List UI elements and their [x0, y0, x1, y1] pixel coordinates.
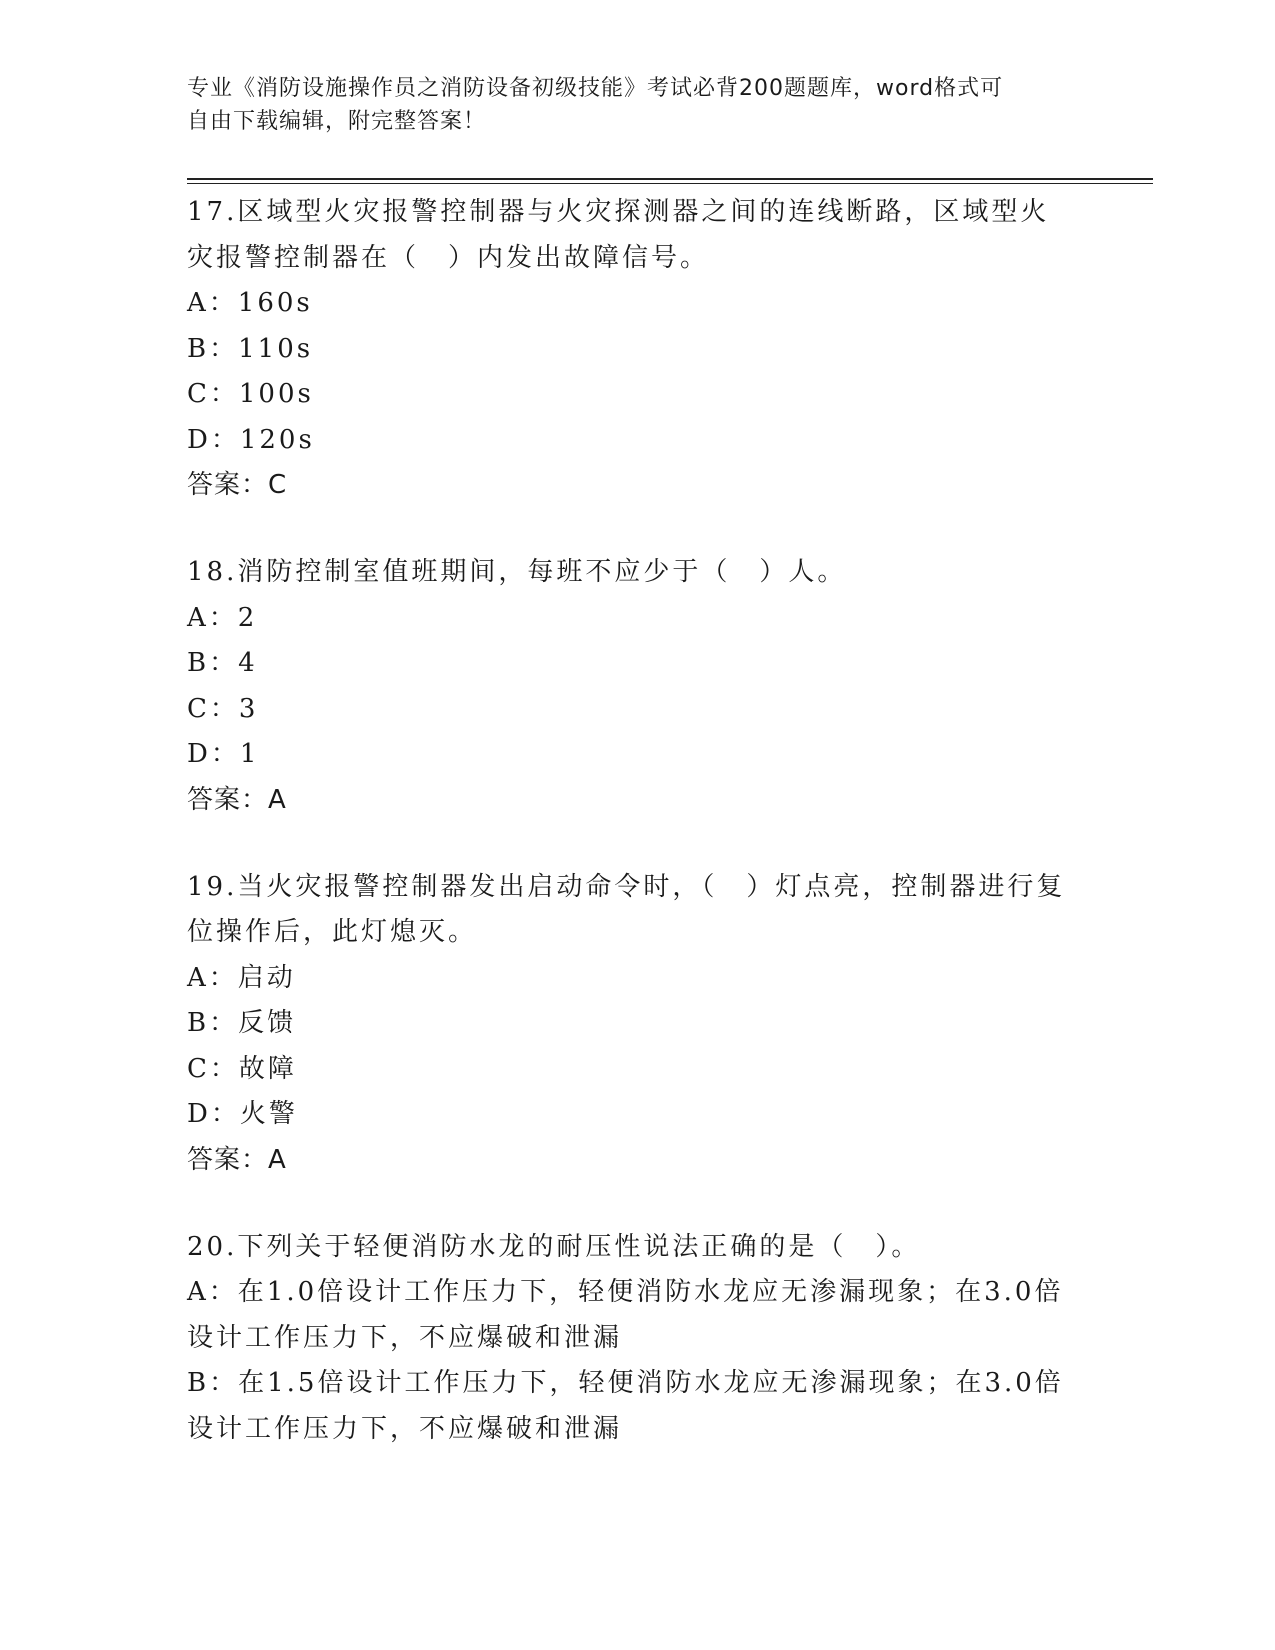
option-b: B：反馈	[187, 1008, 297, 1038]
question-17	[187, 190, 1067, 508]
answer: 答案：A	[187, 1144, 287, 1175]
option-c: C：3	[187, 693, 259, 724]
option-a: A：160s	[187, 288, 313, 318]
header-divider-thick	[187, 178, 1153, 180]
question-19	[187, 865, 1067, 1183]
option-c: C：100s	[187, 379, 314, 409]
option-b: B：在1.5倍设计工作压力下，轻便消防水龙应无渗漏现象；在3.0倍设计工作压力下，不应爆破和泄漏	[187, 1368, 1064, 1444]
header-divider-thin	[187, 183, 1153, 184]
option-d: D：120s	[187, 424, 315, 455]
question-stem: 17.区域型火灾报警控制器与火灾探测器之间的连线断路，区域型火灾报警控制器在（ ）内发出故障信号。	[187, 197, 1050, 273]
option-c: C：故障	[187, 1053, 297, 1084]
question-stem: 20.下列关于轻便消防水龙的耐压性说法正确的是（ ）。	[187, 1231, 921, 1262]
option-a: A：2	[187, 602, 258, 633]
answer: 答案：A	[187, 784, 287, 815]
question-list	[187, 190, 1067, 1494]
question-stem: 18.消防控制室值班期间，每班不应少于（ ）人。	[187, 557, 847, 587]
option-a: A：启动	[187, 962, 296, 993]
option-b: B：4	[187, 648, 258, 678]
option-d: D：火警	[187, 1099, 298, 1129]
answer: 答案：C	[187, 470, 288, 500]
question-stem: 19.当火灾报警控制器发出启动命令时，（ ）灯点亮，控制器进行复位操作后，此灯熄灭。	[187, 871, 1066, 947]
header-line-2: 自由下载编辑，附完整答案！	[187, 109, 487, 134]
document-header	[187, 72, 1067, 138]
option-a: A：在1.0倍设计工作压力下，轻便消防水龙应无渗漏现象；在3.0倍设计工作压力下，不应爆破和泄漏	[187, 1277, 1064, 1353]
option-b: B：110s	[187, 333, 314, 364]
question-18	[187, 550, 1067, 823]
question-20	[187, 1225, 1067, 1453]
option-d: D：1	[187, 739, 260, 769]
header-line-1: 专业《消防设施操作员之消防设备初级技能》考试必背200题题库，word格式可	[187, 76, 1004, 101]
